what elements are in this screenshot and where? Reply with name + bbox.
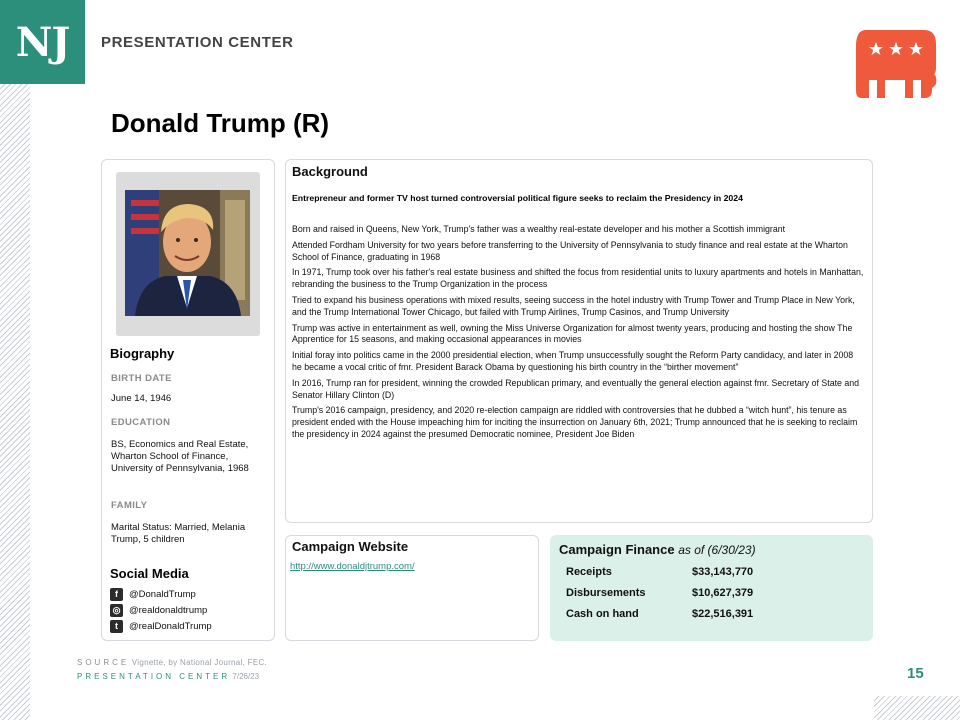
finance-value-receipts: $33,143,770 <box>692 566 754 578</box>
background-paragraph: Attended Fordham University for two years before transferring to the University of Pennsylvania to study finance and real estate at the Wharton School of Finance, graduating in 1968 <box>292 239 848 262</box>
campaign-website-heading: Campaign Website <box>292 539 409 554</box>
twitter-icon: t <box>110 620 123 633</box>
background-paragraph: Born and raised in Queens, New York, Trump's father was a wealthy real-estate developer and his mother a Scottish immigrant <box>292 224 786 234</box>
center-key: PRESENTATION CENTER <box>77 672 231 681</box>
background-paragraph: Initial foray into politics came in the 2000 presidential election, when Trump unsuccessfully sought the Reform Party candidacy, and later in 2008 he became a vocal critic of fmr. President Barack Obama by questioning his birth country in the “birther movement” <box>292 350 854 372</box>
background-paragraph: In 1971, Trump took over his father's real estate business and shifted the focus from residential units to luxury apartments and hotels in Manhattan, rebranding the business to the Trump Organization in the process <box>292 267 864 290</box>
social-item-twitter[interactable] <box>110 619 212 633</box>
finance-label-cash: Cash on hand <box>566 608 639 620</box>
social-handle: @realDonaldTrump <box>129 620 212 632</box>
education-label: EDUCATION <box>111 417 171 428</box>
finance-value-disbursements: $10,627,379 <box>692 587 754 599</box>
social-handle: @realdonaldtrump <box>129 604 208 616</box>
background-paragraph: Trump was active in entertainment as well, owning the Miss Universe Organization for almost twenty years, producing and hosting the show The Apprentice for 15 seasons, and making occasional appearances in movies <box>292 322 853 345</box>
nj-logo <box>0 0 85 84</box>
background-paragraph: Tried to expand his business operations with mixed results, seeing success in the hotel industry with Trump Tower and Trump Place in New York, and the Trump International Tower Chicago, but failed with Trump Airlines, Trump Casinos, and Trump University <box>292 294 855 317</box>
biography-heading: Biography <box>110 346 175 361</box>
social-item-instagram[interactable] <box>110 603 207 617</box>
background-subtitle: Entrepreneur and former TV host turned controversial political figure seeks to reclaim the Presidency in 2024 <box>292 193 743 203</box>
footer-date: 7/26/23 <box>232 672 260 681</box>
finance-value-cash: $22,516,391 <box>692 608 754 620</box>
background-paragraphs <box>292 224 864 445</box>
education-value: BS, Economics and Real Estate, Wharton School of Finance, University of Pennsylvania, 1968 <box>111 439 249 474</box>
page-number: 15 <box>907 665 924 682</box>
candidate-portrait <box>125 190 250 316</box>
family-label: FAMILY <box>111 500 148 511</box>
header-title: PRESENTATION CENTER <box>101 34 294 51</box>
background-paragraph: In 2016, Trump ran for president, winning the crowded Republican primary, and eventually the general election against fmr. Secretary of State and Senator Hillary Clinton (D) <box>292 377 860 400</box>
source-key: SOURCE <box>77 658 130 667</box>
social-handle: @DonaldTrump <box>129 588 196 600</box>
finance-as-of: as of (6/30/23) <box>678 543 756 557</box>
finance-label-disbursements: Disbursements <box>566 587 646 599</box>
finance-title: Campaign Finance <box>559 542 675 557</box>
republican-elephant-icon <box>852 28 938 100</box>
birth-date-label: BIRTH DATE <box>111 373 172 384</box>
logo-text: NJ <box>15 18 70 66</box>
instagram-icon: ◎ <box>110 604 123 617</box>
background-paragraph: Trump's 2016 campaign, presidency, and 2020 re-election campaign are riddled with controversies that he dubbed a “witch hunt”, his tenure as president ended with the House impeaching him for inciting the insurrection on January 6th, 2021; Trump announced that he is seeking to reclaim the presidency in 2024 against the presumed Democratic nominee, President Joe Biden <box>292 405 858 439</box>
source-text: Vignette, by National Journal, FEC. <box>131 658 268 667</box>
page-title: Donald Trump (R) <box>111 108 330 138</box>
decorative-hatch-left <box>0 84 30 720</box>
decorative-hatch-right <box>874 696 960 720</box>
presentation-center-note <box>77 672 259 681</box>
facebook-icon: f <box>110 588 123 601</box>
campaign-website-link[interactable]: http://www.donaldjtrump.com/ <box>290 561 415 572</box>
campaign-finance-heading <box>559 542 756 557</box>
social-media-heading: Social Media <box>110 566 189 581</box>
birth-date-value: June 14, 1946 <box>111 393 172 404</box>
background-heading: Background <box>292 164 368 179</box>
family-value: Marital Status: Married, Melania Trump, 5 children <box>111 522 246 545</box>
social-item-facebook[interactable] <box>110 587 196 601</box>
finance-label-receipts: Receipts <box>566 566 612 578</box>
source-note <box>77 658 267 667</box>
